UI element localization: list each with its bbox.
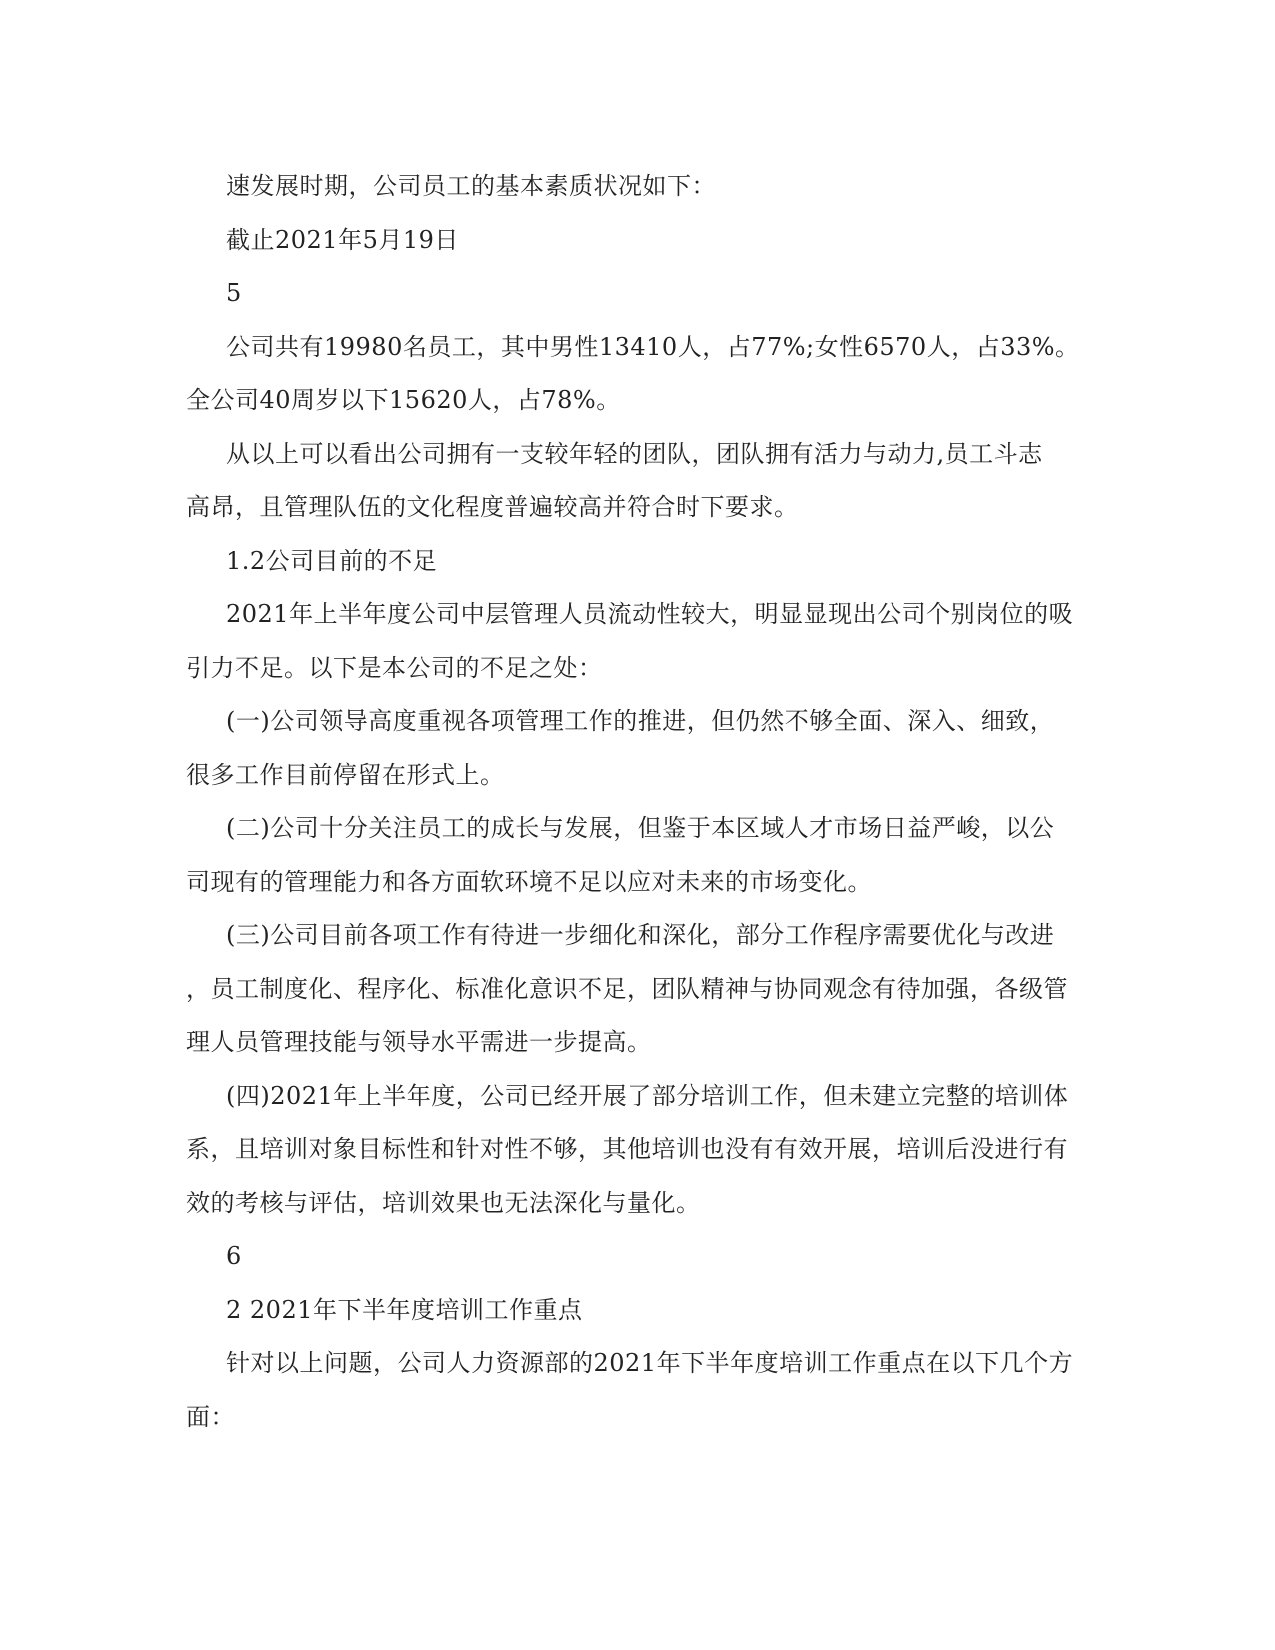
text-line: 公司共有19980名员工，其中男性13410人，占77%;女性6570人，占33%。 xyxy=(226,332,1080,361)
text-line: 6 xyxy=(226,1242,242,1270)
text-line: 面： xyxy=(186,1402,235,1431)
text-line: (一)公司领导高度重视各项管理工作的推进，但仍然不够全面、深入、细致， xyxy=(226,707,1055,735)
text-line: 系，且培训对象目标性和针对性不够，其他培训也没有有效开展，培训后没进行有 xyxy=(186,1135,1068,1163)
text-line: 高昂，且管理队伍的文化程度普遍较高并符合时下要求。 xyxy=(186,493,799,521)
text-line: 截止2021年5月19日 xyxy=(226,225,459,254)
text-line: 2 2021年下半年度培训工作重点 xyxy=(226,1295,583,1324)
text-line: 全公司40周岁以下15620人，占78%。 xyxy=(186,386,621,414)
text-line: ，员工制度化、程序化、标准化意识不足，团队精神与协同观念有待加强，各级管 xyxy=(186,974,1068,1003)
text-line: 理人员管理技能与领导水平需进一步提高。 xyxy=(186,1028,652,1056)
text-line: 很多工作目前停留在形式上。 xyxy=(186,760,505,789)
text-line: 司现有的管理能力和各方面软环境不足以应对未来的市场变化。 xyxy=(186,867,872,896)
text-line: 针对以上问题，公司人力资源部的2021年下半年度培训工作重点在以下几个方 xyxy=(226,1349,1074,1377)
text-line: 5 xyxy=(226,279,242,307)
text-line: (四)2021年上半年度，公司已经开展了部分培训工作，但未建立完整的培训体 xyxy=(226,1081,1069,1110)
text-line: (三)公司目前各项工作有待进一步细化和深化，部分工作程序需要优化与改进 xyxy=(226,921,1055,949)
text-line: 1.2公司目前的不足 xyxy=(226,546,438,575)
document-body xyxy=(186,160,1086,1444)
text-line: 引力不足。以下是本公司的不足之处： xyxy=(186,653,603,682)
text-line: (二)公司十分关注员工的成长与发展，但鉴于本区域人才市场日益严峻，以公 xyxy=(226,814,1055,842)
text-line: 2021年上半年度公司中层管理人员流动性较大，明显显现出公司个别岗位的吸 xyxy=(226,600,1074,628)
text-line: 从以上可以看出公司拥有一支较年轻的团队，团队拥有活力与动力,员工斗志 xyxy=(226,439,1043,468)
text-line: 速发展时期，公司员工的基本素质状况如下： xyxy=(226,172,716,200)
text-line: 效的考核与评估，培训效果也无法深化与量化。 xyxy=(186,1188,701,1217)
